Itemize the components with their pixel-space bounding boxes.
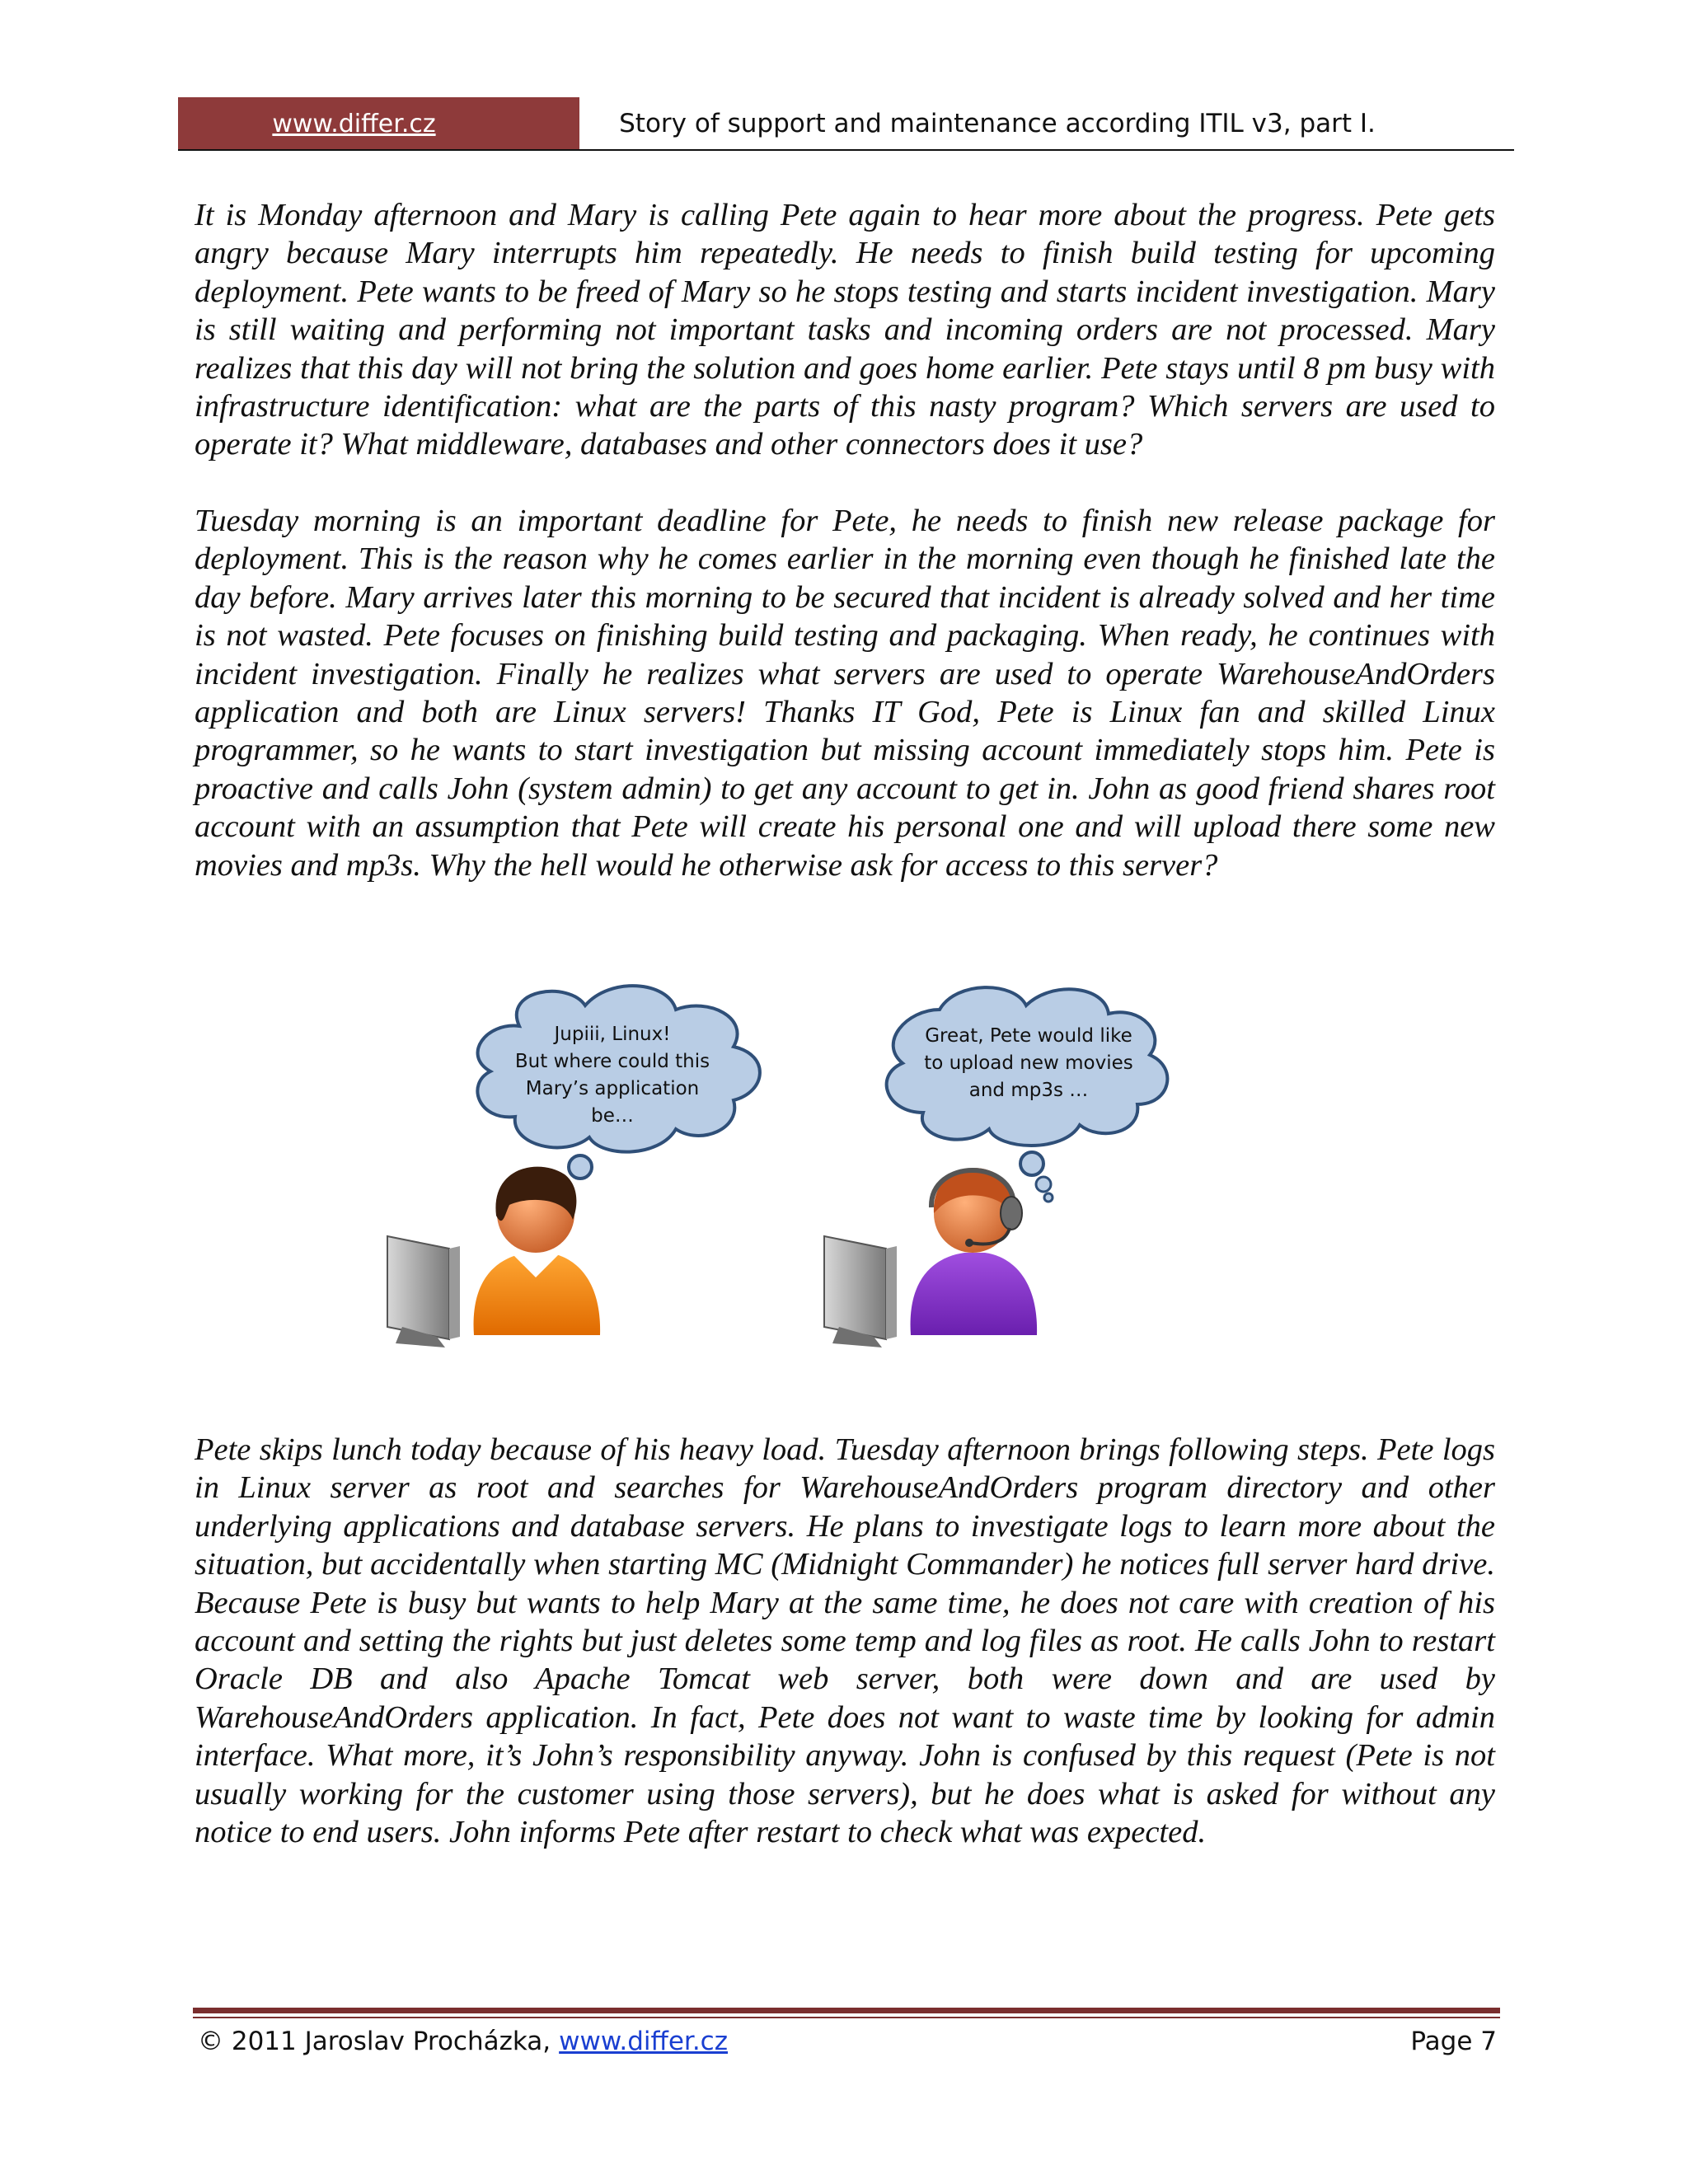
header-title: Story of support and maintenance according ITIL v3, part I. xyxy=(619,109,1376,138)
left-bubble-line-1: Jupiii, Linux! xyxy=(554,1024,671,1045)
left-computer-monitor-icon xyxy=(387,1236,460,1347)
right-bubble-line-3: and mp3s … xyxy=(968,1080,1089,1101)
right-computer-monitor-icon xyxy=(824,1236,897,1347)
footer-copyright xyxy=(198,2021,728,2062)
header-link-box xyxy=(178,97,579,150)
paragraph-monday: It is Monday afternoon and Mary is calling Pete again to hear more about the progress. Pete gets angry because Mary interrupts him repeatedly. He needs to finish build testing for upcoming deployment. Pete wants to be freed of Mary so he stops testing and starts incident investigation. Mary is still waiting and performing not important tasks and incoming orders are not processed. Mary realizes that this day will not bring the solution and goes home earlier. Pete stays until 8 pm busy with infrastructure identification: what are the parts of this nasty program? Which servers are used to operate it? What middleware, databases and other connectors does it use? xyxy=(195,198,1495,462)
header-website-link[interactable]: www.differ.cz xyxy=(272,109,436,138)
footer-divider-thin xyxy=(193,2017,1500,2018)
illustration xyxy=(363,981,1352,1352)
right-thought-bubble xyxy=(887,987,1168,1202)
footer-website-link[interactable]: www.differ.cz xyxy=(559,2027,729,2056)
paragraph-tuesday-morning: Tuesday morning is an important deadline for Pete, he needs to finish new release package for deployment. This is the reason why he comes earlier in the morning even though he finished late the day before. Mary arrives later this morning to be secured that incident is already solved and her time is not wasted. Pete focuses on finishing build testing and packaging. When ready, he continues with incident investigation. Finally he realizes what servers are used to operate WarehouseAndOrders application and both are Linux servers! Thanks IT God, Pete is Linux fan and skilled Linux programmer, so he wants to start investigation but missing account immediately stops him. Pete is proactive and calls John (system admin) to get any account to get in. John as good friend shares root account with an assumption that Pete will create his personal one and will upload there some new movies and mp3s. Why the hell would he otherwise ask for access to this server? xyxy=(195,504,1495,883)
paragraph-tuesday-afternoon: Pete skips lunch today because of his heavy load. Tuesday afternoon brings following steps. Pete logs in Linux server as root and searches for WarehouseAndOrders program directory and other underlying applications and database servers. He plans to investigate logs to learn more about the situation, but accidentally when starting MC (Midnight Commander) he notices full server hard drive. Because Pete is busy but wants to help Mary at the same time, he does not care with creation of his account and setting the rights but just deletes some temp and log files as root. He calls John to restart Oracle DB and also Apache Tomcat web server, both were down and are used by WarehouseAndOrders application. In fact, Pete does not want to waste time by looking for admin interface. What more, it’s John’s responsibility anyway. John is confused by this request (Pete is not usually working for the customer using those servers), but he does what is asked for without any notice to end users. John informs Pete after restart to check what was expected. xyxy=(195,1432,1495,1850)
mary-user-icon xyxy=(474,1167,601,1335)
left-bubble-line-2: But where could this xyxy=(514,1051,710,1072)
left-bubble-line-3: Mary’s application xyxy=(525,1078,700,1099)
right-bubble-line-2: to upload new movies xyxy=(924,1052,1133,1074)
footer-copyright-text: © 2011 Jaroslav Procházka, xyxy=(198,2027,551,2056)
right-bubble-line-1: Great, Pete would like xyxy=(925,1025,1132,1047)
header-divider xyxy=(178,149,1514,151)
left-bubble-line-4: be… xyxy=(591,1105,634,1127)
operator-user-icon xyxy=(911,1168,1038,1335)
footer-divider-thick xyxy=(193,2008,1500,2013)
footer-page-number: Page 7 xyxy=(1410,2027,1497,2056)
